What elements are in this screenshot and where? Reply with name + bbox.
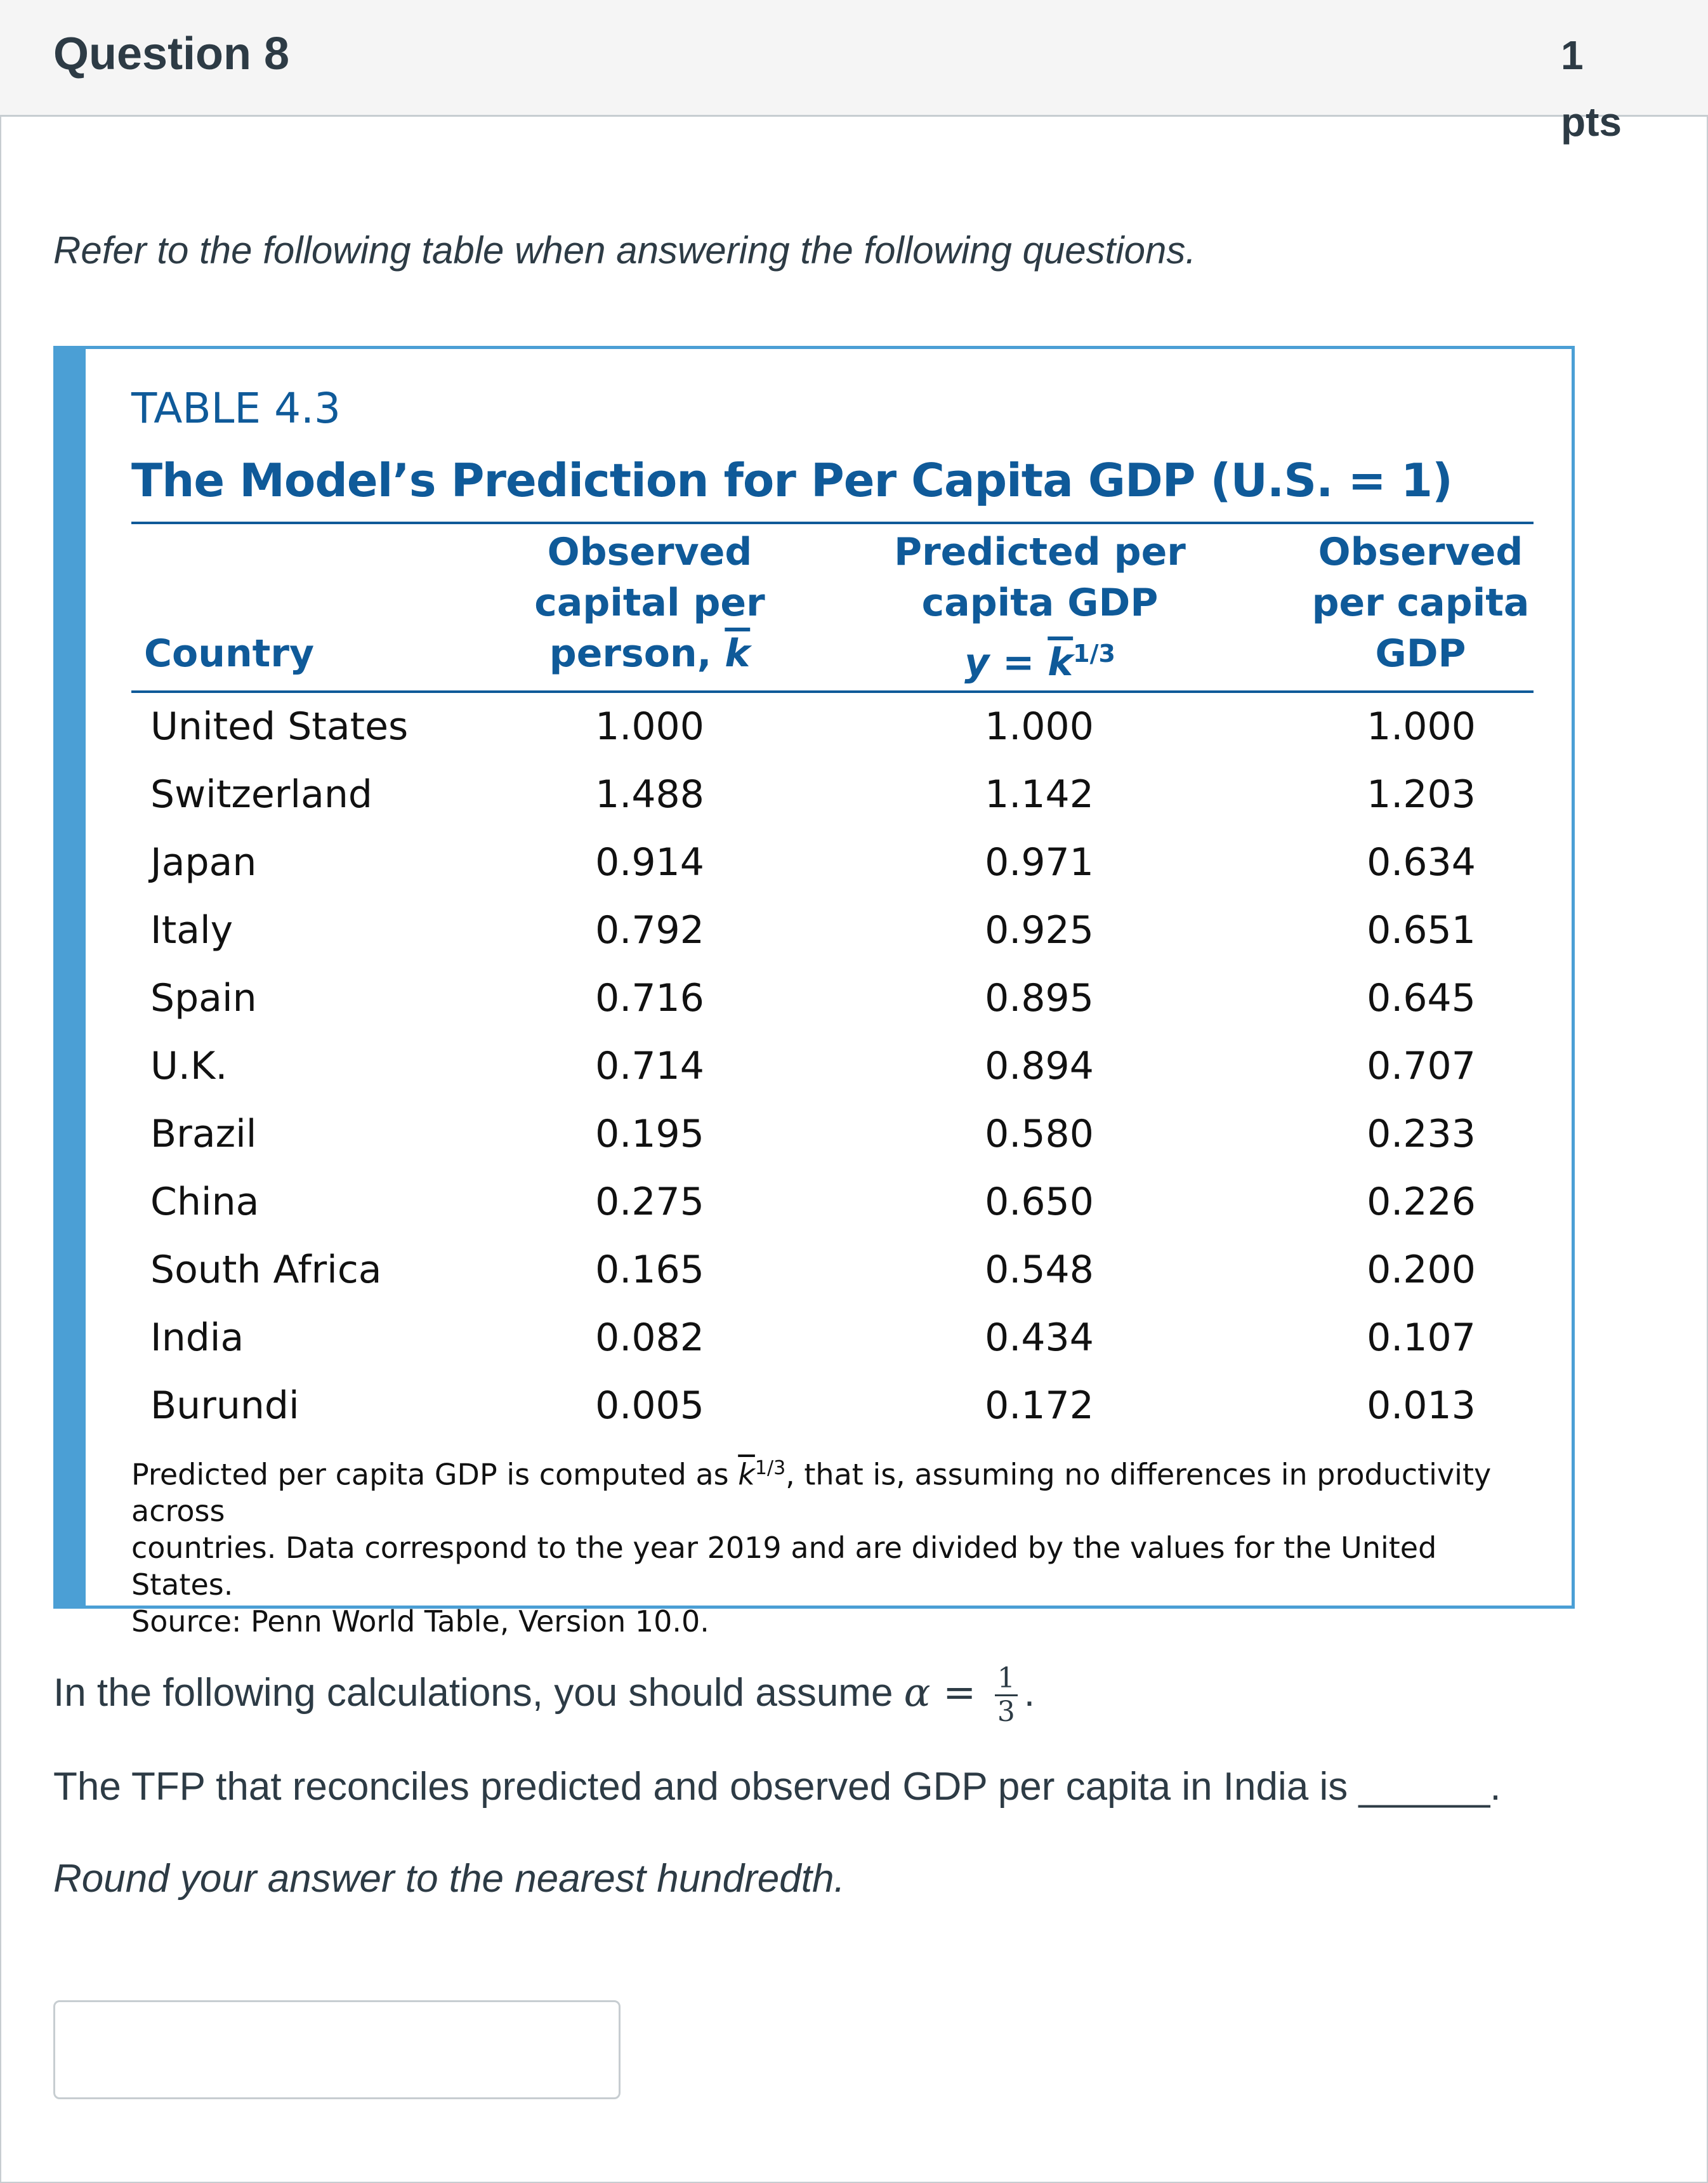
cell-country: India [150,1316,244,1360]
cell-predicted: 0.895 [985,976,1094,1020]
table-row [56,1112,1572,1180]
header-col1-line3 [494,628,805,679]
footnote-line1-rest: , that is, assuming no differences in productivity across [131,1457,1492,1529]
table-row [56,976,1572,1044]
table-row [56,1316,1572,1383]
table-label: TABLE 4.3 [131,384,341,433]
cell-country: Italy [150,908,233,953]
assumption-text [53,1663,1035,1728]
cell-country: Switzerland [150,772,372,817]
cell-country: Spain [150,976,257,1020]
cell-capital: 0.716 [595,976,704,1020]
header-col2-line2: capita GDP [921,581,1159,625]
header-col1-symbol: $\overline{k}$ [725,631,751,676]
header-country-text: Country [144,631,315,676]
footnote-line2: countries. Data correspond to the year 2019 and are divided by the values for the United States. [131,1531,1437,1602]
rounding-instruction: Round your answer to the nearest hundredth. [53,1857,845,1901]
question-title: Question 8 [53,29,290,79]
table-row [56,1383,1572,1451]
table-footnote [131,1450,1540,1640]
cell-predicted: 0.971 [985,840,1094,885]
cell-observed: 1.203 [1367,772,1476,817]
cell-predicted: 1.142 [985,772,1094,817]
cell-capital: 1.000 [595,704,704,749]
cell-observed: 0.634 [1367,840,1476,885]
header-observed-capital [494,527,805,679]
cell-observed: 0.651 [1367,908,1476,953]
cell-capital: 0.165 [595,1248,704,1292]
cell-observed: 1.000 [1367,704,1476,749]
header-col2-formula-left: y = [964,640,1048,685]
cell-observed: 0.645 [1367,976,1476,1020]
table-row [56,1044,1572,1112]
answer-input[interactable] [53,2000,621,2099]
cell-observed: 0.013 [1367,1383,1476,1428]
table-row [56,1180,1572,1248]
cell-country: U.K. [150,1044,228,1088]
cell-observed: 0.233 [1367,1112,1476,1156]
table-top-rule [131,522,1534,524]
table-row [56,840,1572,908]
footnote-exp: 1/3 [754,1457,786,1479]
header-col2-formula [875,628,1205,688]
points-value: 1 [1561,32,1584,78]
question-header [0,0,1708,145]
cell-country: South Africa [150,1248,382,1292]
footnote-source: Source: Penn World Table, Version 10.0. [131,1604,709,1639]
header-col2-line1: Predicted per [894,530,1186,574]
cell-predicted: 0.580 [985,1112,1094,1156]
cell-country: Japan [150,840,257,885]
fraction-numerator: 1 [995,1663,1018,1696]
header-col2-formula-symbol: $\overline{k}$ [1048,640,1074,685]
cell-capital: 0.195 [595,1112,704,1156]
table-row [56,772,1572,840]
cell-predicted: 0.925 [985,908,1094,953]
cell-country: United States [150,704,409,749]
cell-observed: 0.707 [1367,1044,1476,1088]
equals-sign: = [930,1668,989,1715]
cell-country: Burundi [150,1383,299,1428]
question-text: The TFP that reconciles predicted and observed GDP per capita in India is ______. [53,1765,1501,1809]
cell-country: China [150,1180,259,1224]
assumption-period: . [1023,1670,1035,1715]
cell-capital: 0.792 [595,908,704,953]
cell-observed: 0.226 [1367,1180,1476,1224]
cell-capital: 0.914 [595,840,704,885]
table-row [56,908,1572,976]
cell-country: Brazil [150,1112,257,1156]
footnote-symbol: $\overline{k}$ [738,1457,755,1492]
fraction-denominator: 3 [997,1696,1015,1728]
header-predicted-gdp [875,527,1205,688]
header-col1-line2: capital per [534,581,765,625]
cell-predicted: 1.000 [985,704,1094,749]
footnote-line1 [131,1450,1540,1529]
cell-predicted: 0.894 [985,1044,1094,1088]
table-header-rule [131,690,1534,693]
cell-predicted: 0.548 [985,1248,1094,1292]
table-title: The Model’s Prediction for Per Capita GDP (U.S. = 1) [131,454,1452,507]
header-col3-line1: Observed [1318,530,1523,574]
cell-capital: 0.714 [595,1044,704,1088]
header-country [144,628,314,679]
cell-predicted: 0.650 [985,1180,1094,1224]
header-col1-line1: Observed [547,530,752,574]
footnote-prefix: Predicted per capita GDP is computed as [131,1457,739,1492]
cell-predicted: 0.434 [985,1316,1094,1360]
fraction-one-third [995,1663,1018,1728]
question-intro: Refer to the following table when answering the following questions. [53,229,1197,272]
header-col3-line2: per capita [1311,581,1530,625]
points-label: pts [1561,99,1622,145]
cell-observed: 0.200 [1367,1248,1476,1292]
cell-capital: 0.082 [595,1316,704,1360]
header-col2-formula-exp: 1/3 [1073,640,1115,668]
cell-predicted: 0.172 [985,1383,1094,1428]
cell-capital: 0.005 [595,1383,704,1428]
cell-capital: 1.488 [595,772,704,817]
header-col1-line3-text: person, [549,631,725,676]
assumption-prefix: In the following calculations, you should assume [53,1670,904,1715]
header-observed-gdp [1284,527,1557,679]
alpha-symbol: α [903,1668,931,1715]
cell-capital: 0.275 [595,1180,704,1224]
table-figure [53,346,1575,1639]
cell-observed: 0.107 [1367,1316,1476,1360]
header-col3-line3: GDP [1375,631,1466,676]
table-row [56,1248,1572,1316]
table-row [56,704,1572,772]
